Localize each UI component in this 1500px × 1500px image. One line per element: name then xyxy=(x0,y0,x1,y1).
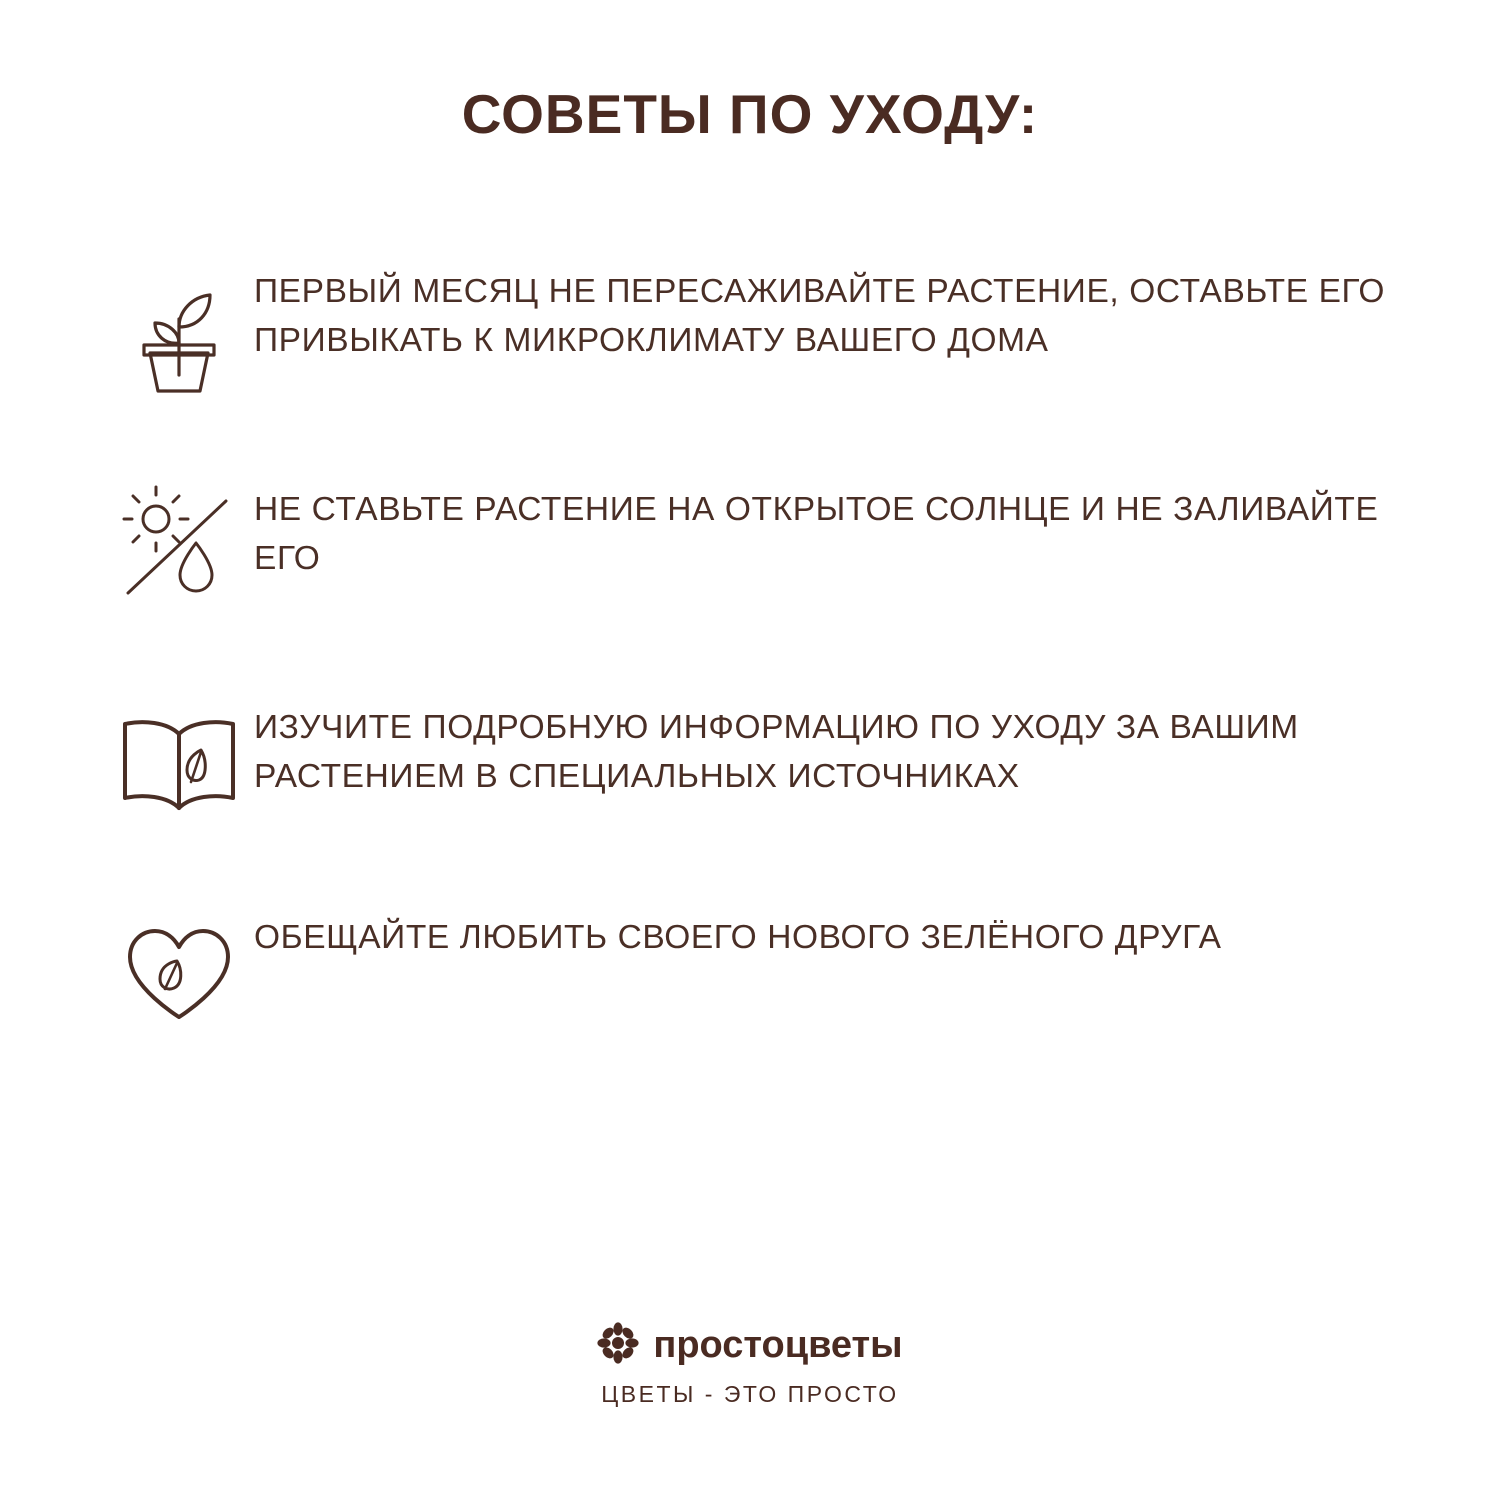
list-item xyxy=(104,700,1440,832)
brand-tagline: ЦВЕТЫ - ЭТО ПРОСТО xyxy=(601,1381,899,1407)
brand-logo xyxy=(0,1322,1500,1369)
open-book-icon xyxy=(104,702,254,832)
brand-name: простоцветы xyxy=(653,1324,903,1366)
footer xyxy=(0,1322,1500,1408)
list-item xyxy=(104,910,1440,1038)
no-sun-no-water-icon xyxy=(104,478,254,608)
heart-leaf-icon xyxy=(104,908,254,1038)
potted-plant-icon xyxy=(104,266,254,396)
list-item-label: ОБЕЩАЙТЕ ЛЮБИТЬ СВОЕГО НОВОГО ЗЕЛЁНОГО ДРУГА xyxy=(254,919,1222,956)
page-title: СОВЕТЫ ПО УХОДУ: xyxy=(461,83,1039,145)
list-item-label: ИЗУЧИТЕ ПОДРОБНУЮ ИНФОРМАЦИЮ ПО УХОДУ ЗА ВАШИМ РАСТЕНИЕМ В СПЕЦИАЛЬНЫХ ИСТОЧНИКАХ xyxy=(254,709,1299,795)
list-item xyxy=(104,264,1440,396)
list-item-label: ПЕРВЫЙ МЕСЯЦ НЕ ПЕРЕСАЖИВАЙТЕ РАСТЕНИЕ, ОСТАВЬТЕ ЕГО ПРИВЫКАТЬ К МИКРОКЛИМАТУ ВАШЕГО ДОМА xyxy=(254,273,1386,359)
flower-logo-icon xyxy=(597,1322,639,1369)
list-item-label: НЕ СТАВЬТЕ РАСТЕНИЕ НА ОТКРЫТОЕ СОЛНЦЕ И НЕ ЗАЛИВАЙТЕ ЕГО xyxy=(254,491,1379,577)
tips-list xyxy=(0,264,1500,1038)
list-item xyxy=(104,482,1440,608)
